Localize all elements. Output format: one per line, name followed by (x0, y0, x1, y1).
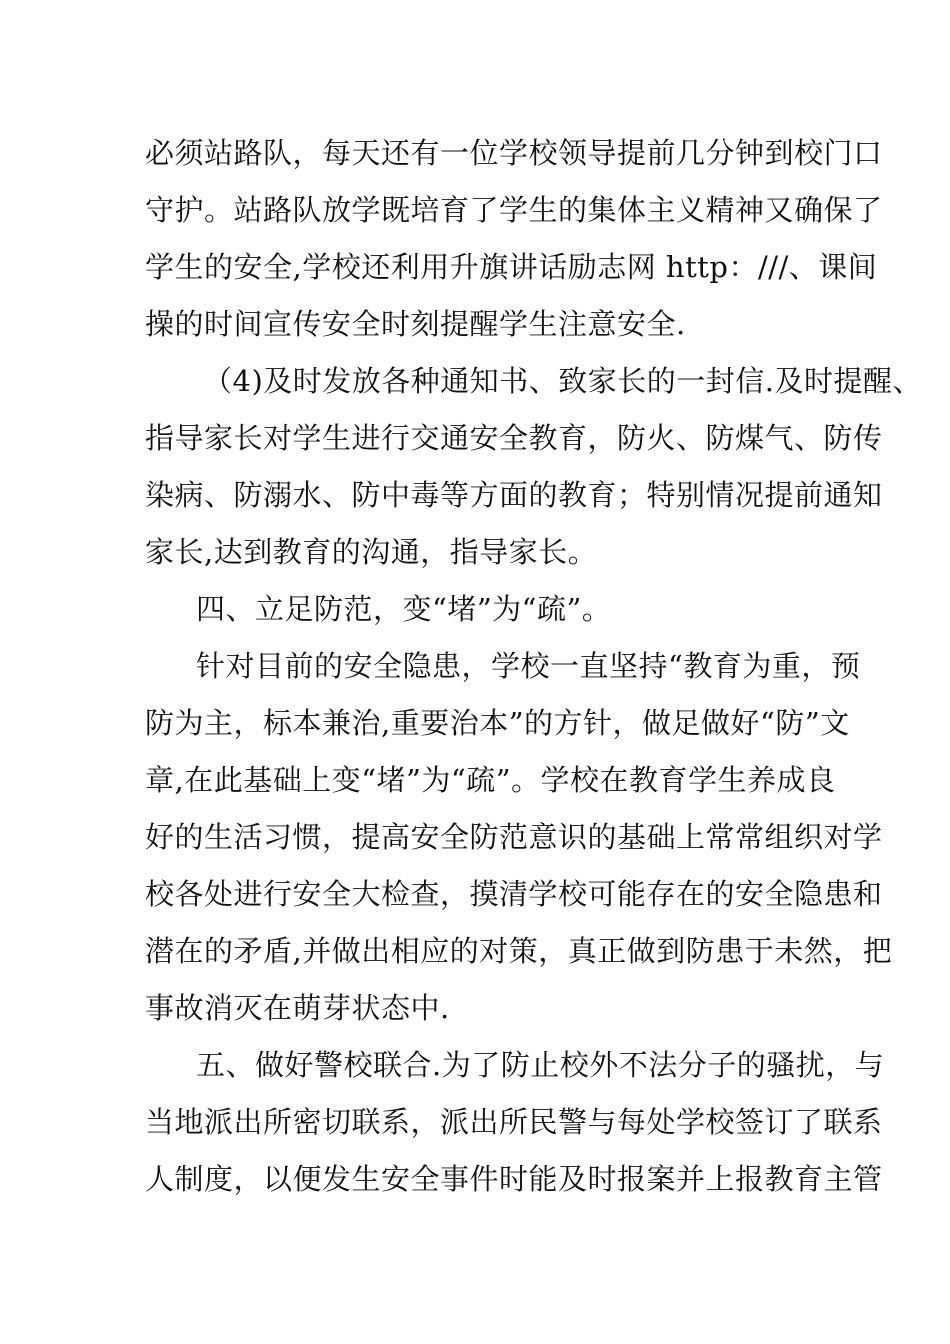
text-line: 操的时间宣传安全时刻提醒学生注意安全. (145, 307, 686, 341)
text-line: 针对目前的安全隐患，学校一直坚持“教育为重，预 (196, 649, 861, 683)
text-line: 必须站路队，每天还有一位学校领导提前几分钟到校门口 (145, 136, 883, 170)
text-line: （4)及时发放各种通知书、致家长的一封信.及时提醒、 (203, 364, 922, 398)
text-line: 事故消灭在萌芽状态中. (145, 991, 450, 1025)
text-line: 学生的安全,学校还利用升旗讲话励志网 http：///、课间 (145, 250, 878, 284)
text-line: 当地派出所密切联系，派出所民警与每处学校签订了联系 (145, 1105, 883, 1139)
text-line: 守护。站路队放学既培育了学生的集体主义精神又确保了 (145, 193, 883, 227)
text-line: 五、做好警校联合.为了防止校外不法分子的骚扰，与 (196, 1048, 885, 1082)
text-line: 潜在的矛盾,并做出相应的对策，真正做到防患于未然，把 (145, 934, 893, 968)
text-line: 好的生活习惯，提高安全防范意识的基础上常常组织对学 (145, 820, 883, 854)
text-line: 章,在此基础上变“堵”为“疏”。学校在教育学生养成良 (145, 763, 836, 797)
text-line: 防为主，标本兼治,重要治本”的方针，做足做好“防”文 (145, 706, 850, 740)
text-line: 家长,达到教育的沟通，指导家长。 (145, 535, 598, 569)
text-line: 校各处进行安全大检查，摸清学校可能存在的安全隐患和 (145, 877, 883, 911)
text-line: 指导家长对学生进行交通安全教育，防火、防煤气、防传 (145, 421, 883, 455)
section-heading: 四、立足防范，变“堵”为“疏”。 (196, 592, 612, 626)
text-line: 人制度，以便发生安全事件时能及时报案并上报教育主管 (145, 1162, 883, 1196)
text-line: 染病、防溺水、防中毒等方面的教育；特别情况提前通知 (145, 478, 883, 512)
